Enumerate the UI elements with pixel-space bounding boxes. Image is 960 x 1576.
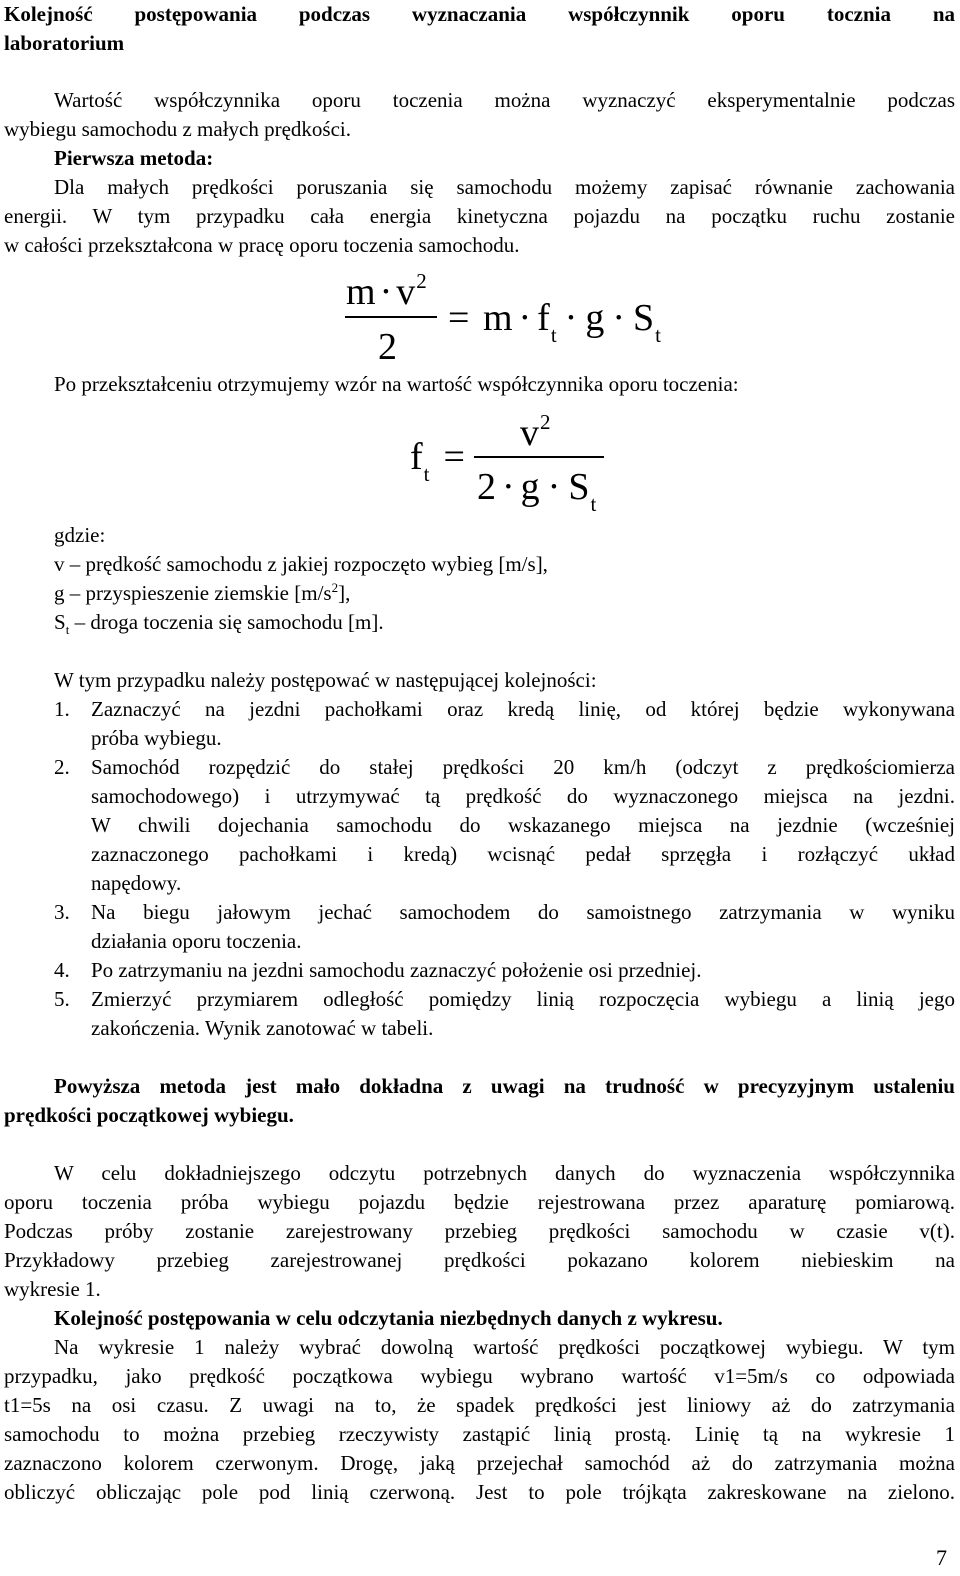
after-eq1-text: Po przekształceniu otrzymujemy wzór na wartość współczynnika oporu toczenia:	[54, 372, 739, 396]
para3-line4: samochodu to można przebieg rzeczywisty zastąpić linią prostą. Linię tą na wykresie 1	[4, 1422, 955, 1446]
step-3-number: 3.	[54, 900, 70, 924]
eq1-equals: =	[448, 297, 470, 339]
where-v: v – prędkość samochodu z jakiej rozpoczęto wybieg [m/s],	[54, 552, 548, 576]
para2-line2: oporu toczenia próba wybiegu pojazdu będzie rejestrowana przez aparaturę pomiarową.	[4, 1190, 955, 1214]
note-line2: prędkości początkowej wybiegu.	[4, 1103, 294, 1127]
para2-line4: Przykładowy przebieg zarejestrowanej prędkości pokazano kolorem niebieskim na	[4, 1248, 955, 1272]
step-3-line2: działania oporu toczenia.	[91, 929, 302, 953]
step-3-line1: Na biegu jałowym jechać samochodem do samoistnego zatrzymania w wyniku	[91, 900, 955, 924]
eq1-num-dot: ·	[379, 271, 393, 313]
eq1-denominator: 2	[378, 326, 397, 368]
eq1-num-v: v	[396, 271, 416, 313]
eq1-fraction-bar	[345, 316, 437, 318]
eq1-numerator	[346, 269, 427, 317]
eq2-fraction-bar	[474, 456, 604, 458]
intro-line2: wybiegu samochodu z małych prędkości.	[4, 117, 351, 141]
step-2-line2: samochodowego) i utrzymywać tą prędkość do wyznaczonego miejsca na jezdni.	[91, 784, 955, 808]
eq2-den-dot1: ·	[502, 466, 515, 508]
eq1-r-S: S	[632, 297, 655, 339]
subheading: Kolejność postępowania w celu odczytania niezbędnych danych z wykresu.	[54, 1306, 723, 1330]
step-2-line4: zaznaczonego pachołkami i kredą) wcisnąć pedał sprzęgła i rozłączyć układ	[91, 842, 955, 866]
para2-line1: W celu dokładniejszego odczytu potrzebnych danych do wyznaczenia współczynnika	[54, 1161, 955, 1185]
step-5-line1: Zmierzyć przymiarem odległość pomiędzy linią rozpoczęcia wybiegu a linią jego	[91, 987, 955, 1011]
method1-line3: w całości przekształcona w pracę oporu toczenia samochodu.	[4, 233, 520, 257]
method1-line2: energii. W tym przypadku cała energia kinetyczna pojazdu na początku ruchu zostanie	[4, 204, 955, 228]
eq2-f-sub: t	[423, 462, 430, 486]
where-g-post: ],	[338, 581, 351, 605]
step-2-number: 2.	[54, 755, 70, 779]
eq1-r-dot1: ·	[518, 297, 532, 339]
eq2-num-exp: 2	[540, 410, 551, 434]
intro-line1: Wartość współczynnika oporu toczenia można wyznaczyć eksperymentalnie podczas	[54, 88, 955, 112]
step-1-line2: próba wybiegu.	[91, 726, 222, 750]
eq2-equals: =	[443, 436, 465, 478]
eq2-den-dot2: ·	[547, 466, 561, 508]
step-2-line1: Samochód rozpędzić do stałej prędkości 20 km/h (odczyt z prędkościomierza	[91, 755, 955, 779]
where-g-text: g – przyspieszenie ziemskie [m/s	[54, 581, 332, 605]
step-1-number: 1.	[54, 697, 70, 721]
step-2-line5: napędowy.	[91, 871, 182, 895]
where-g-exp: 2	[331, 580, 339, 595]
document-heading-line2: laboratorium	[4, 31, 125, 55]
eq2-left	[410, 436, 465, 486]
para3-line1: Na wykresie 1 należy wybrać dowolną wartość prędkości początkowej wybiegu. W tym	[54, 1335, 955, 1359]
para2-line3: Podczas próby zostanie zarejestrowany przebieg prędkości samochodu w czasie v(t).	[4, 1219, 955, 1243]
document-heading-line1: Kolejność postępowania podczas wyznaczania współczynnik oporu tocznia na	[4, 2, 955, 26]
step-5-number: 5.	[54, 987, 70, 1011]
eq1-num-exp: 2	[416, 269, 427, 293]
para3-line2: przypadku, jako prędkość początkowa wybiegu wybrano wartość v1=5m/s co odpowiada	[4, 1364, 955, 1388]
where-s-symbol: S	[54, 610, 66, 634]
eq1-r-dot2: ·	[564, 297, 578, 339]
eq1-right-side	[448, 297, 661, 347]
para3-line5: zaznaczono kolorem czerwonym. Drogę, jaką przejechał samochód aż do zatrzymania można	[4, 1451, 955, 1475]
para3-line6: obliczyć obliczając pole pod linią czerwoną. Jest to pole trójkąta zakreskowane na zielono.	[4, 1480, 955, 1504]
where-g	[54, 579, 955, 610]
eq2-den-S-sub: t	[590, 492, 597, 516]
eq2-f: f	[410, 436, 423, 478]
para3-line3: t1=5s na osi czasu. Z uwagi na to, że spadek prędkości jest liniowy aż do zatrzymania	[4, 1393, 955, 1417]
eq1-r-m: m	[482, 297, 513, 339]
step-2-line3: W chwili dojechania samochodu do wskazanego miejsca na jezdnie (wcześniej	[91, 813, 955, 837]
eq1-r-dot3: ·	[612, 297, 625, 339]
where-s-text: – droga toczenia się samochodu [m].	[69, 610, 384, 634]
eq2-numerator	[520, 410, 551, 458]
eq2-num-v: v	[520, 412, 539, 454]
step-4-number: 4.	[54, 958, 70, 982]
para2-line5: wykresie 1.	[4, 1277, 101, 1301]
step-5-line2: zakończenia. Wynik zanotować w tabeli.	[91, 1016, 434, 1040]
eq2-den-g: g	[520, 466, 540, 508]
step-1-line1: Zaznaczyć na jezdni pachołkami oraz kredą linię, od której będzie wykonywana	[91, 697, 955, 721]
eq1-r-f-sub: t	[550, 323, 557, 347]
steps-intro: W tym przypadku należy postępować w następującej kolejności:	[54, 668, 597, 692]
method1-title: Pierwsza metoda:	[54, 146, 214, 170]
note-line1: Powyższa metoda jest mało dokładna z uwagi na trudność w precyzyjnym ustaleniu	[54, 1074, 955, 1098]
page-number: 7	[936, 1545, 947, 1570]
where-label: gdzie:	[54, 523, 106, 547]
step-4-line1: Po zatrzymaniu na jezdni samochodu zaznaczyć położenie osi przedniej.	[91, 958, 702, 982]
eq2-denominator	[477, 466, 597, 516]
eq2-den-S: S	[568, 466, 590, 508]
eq1-num-m: m	[346, 271, 376, 313]
eq2-den-2: 2	[477, 466, 496, 508]
eq1-r-f: f	[537, 297, 550, 339]
where-s-sub: t	[65, 622, 70, 637]
method1-line1: Dla małych prędkości poruszania się samochodu możemy zapisać równanie zachowania	[54, 175, 955, 199]
eq1-r-g: g	[585, 297, 605, 339]
eq1-r-S-sub: t	[655, 323, 661, 347]
where-s	[54, 608, 955, 639]
